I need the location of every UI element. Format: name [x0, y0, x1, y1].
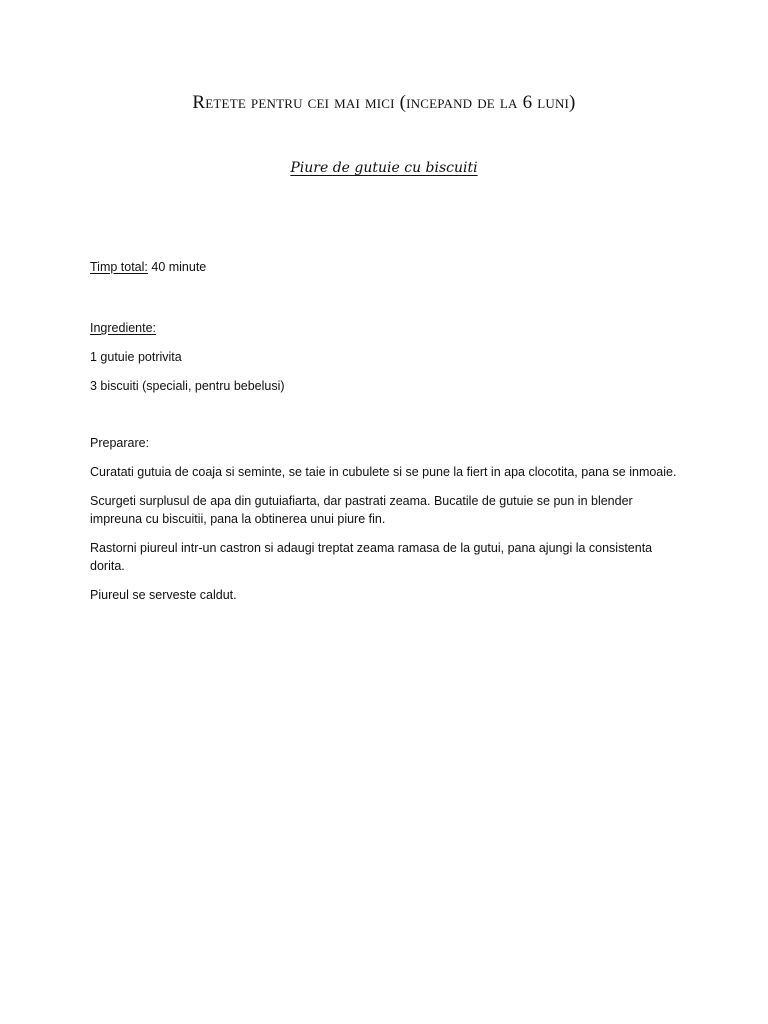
preparation-heading: Preparare: [90, 436, 150, 450]
ingredients-heading: Ingrediente: [90, 321, 157, 335]
ingredient-item: 3 biscuiti (speciali, pentru bebelusi) [90, 379, 285, 393]
recipe-name: Piure de gutuie cu biscuiti [290, 160, 478, 176]
preparation-step: Scurgeti surplusul de apa din gutuiafiarta, dar pastrati zeama. Bucatile de gutuie se pun in blender impreuna cu biscuitii, pana la obtinerea unui piure fin. [90, 494, 633, 526]
ingredient-item: 1 gutuie potrivita [90, 350, 182, 364]
document-title: Retete pentru cei mai mici (incepand de la 6 luni) [192, 92, 576, 113]
recipe-body [90, 258, 680, 604]
preparation-step: Rastorni piureul intr-un castron si adaugi treptat zeama ramasa de la gutui, pana ajungi la consistenta dorita. [90, 541, 653, 573]
total-time-value: 40 minute [147, 260, 207, 274]
total-time-label: Timp total: [90, 260, 148, 274]
preparation-step: Piureul se serveste caldut. [90, 588, 237, 602]
preparation-step: Curatati gutuia de coaja si seminte, se taie in cubulete si se pune la fiert in apa clocotita, pana se inmoaie. [90, 465, 677, 479]
total-time-line [90, 258, 680, 276]
